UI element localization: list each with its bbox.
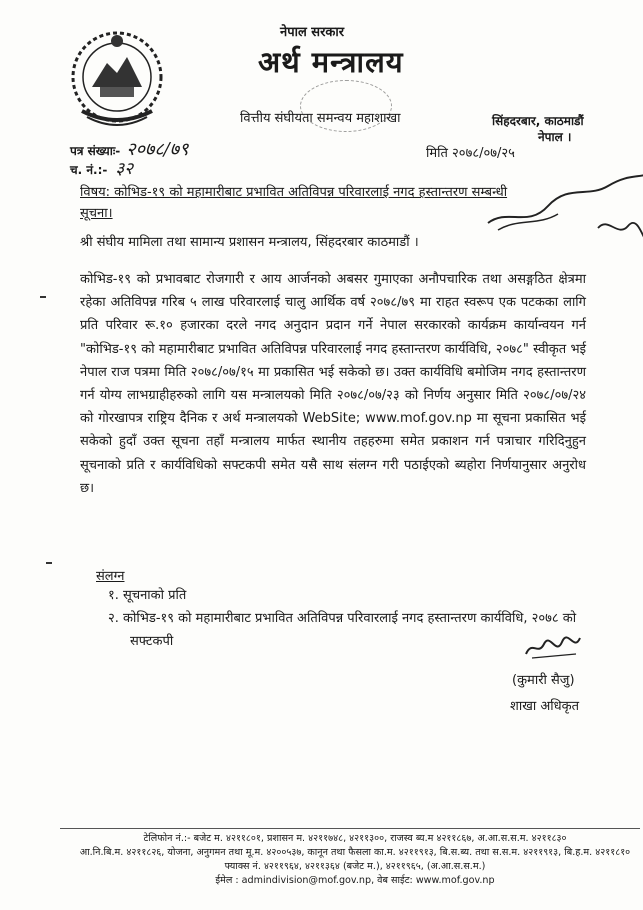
footer-email-line: ईमेल : admindivision@mof.gov.np, वेब साईट: www.mof.gov.np [215, 875, 495, 886]
letter-date: मिति २०७८/०७/२५ [426, 146, 515, 161]
location-line1: सिंहदरबार, काठमाडौं [492, 114, 584, 128]
footer-contact [60, 832, 643, 888]
letter-subject: विषय: कोभिड-१९ को महामारीबाट प्रभावित अतिविपन्न परिवारलाई नगद हस्तान्तरण सम्बन्धी सूचना। [80, 185, 508, 221]
body-text-part2: मा सूचना प्रकासित भई सकेको हुदाँ उक्त सूचना तहाँ मन्त्रालय मार्फत स्थानीय तहहरुमा समेत प्रकाशन गर्न पत्राचार गरिदिनुहुन सूचनाको प्रति र कार्यविधिको सफ्टकपी समेत यसै साथ संलग्न गरी पठाईएको ब्यहोरा निर्णयानुसार अनुरोध छ। [80, 411, 586, 496]
addressee: श्री संघीय मामिला तथा सामान्य प्रशासन मन्त्रालय, सिंहदरबार काठमाडौं । [80, 235, 419, 250]
location-line2: नेपाल । [538, 130, 572, 144]
dispatch-label: च. नं.:- [70, 163, 108, 177]
dispatch-value: ३२ [115, 159, 134, 179]
reference-value: २०७८/७९ [126, 139, 189, 160]
attachment-item: १. सूचनाको प्रति [108, 588, 187, 603]
footer-divider [60, 828, 640, 829]
signature-icon [522, 634, 582, 662]
letter-body [80, 268, 586, 500]
body-paragraph [80, 268, 586, 500]
footer-phone-line2: आ.नि.बि.म. ४२११८२६, योजना, अनुगमन तथा मू.म. ४२००५३७, कानून तथा फैसला का.म. ४२११९१३, बि.स.ब्य. तथा स.स.म. ४२११९१३, बि.ह.म. ४२११८१० [79, 847, 631, 858]
handwritten-margin-note-icon [478, 168, 643, 258]
signatory-title: शाखा अधिकृत [510, 699, 580, 714]
ministry-title: अर्थ मन्त्रालय [258, 45, 404, 79]
dispatch-number [70, 156, 133, 179]
footer-phone-line: टेलिफोन नं.:- बजेट म. ४२११८०१, प्रशासन म. ४२११७४८, ४२११३००, राजस्व ब्य.म ४२११८६७, अ.आ.स.स.म. ४२११८३० [143, 833, 567, 844]
reference-label: पत्र संख्याः- [70, 144, 121, 158]
division-name: वित्तीय संघीयता समन्वय महाशाखा [240, 111, 401, 126]
attachment-item: २. कोभिड-१९ को महामारीबाट प्रभावित अतिविपन्न परिवारलाई नगद हस्तान्तरण कार्यविधि, २०७८ को सफ्टकपी [108, 611, 577, 649]
government-name: नेपाल सरकार [280, 25, 345, 40]
nepal-government-emblem-icon [62, 25, 172, 135]
mof-website-link[interactable]: www.mof.gov.np [365, 411, 472, 427]
signatory-name: (कुमारी सैजु) [512, 673, 575, 688]
footer-fax-line: फ्याक्स नं. ४२११९६४, ४२११३६४ (बजेट म.), ४२११९६५, (अ.आ.स.स.म.) [224, 861, 486, 872]
margin-mark [40, 296, 46, 298]
margin-mark [46, 562, 52, 564]
attachments-title: संलग्न [96, 569, 125, 584]
attachments-list [108, 584, 588, 653]
body-text-part1: कोभिड-१९ को प्रभावबाट रोजगारी र आय आर्जनको अबसर गुमाएका अनौपचारिक तथा असङ्गठित क्षेत्रमा रहेका अतिविपन्न गरिब ५ लाख परिवारलाई चालु आर्थिक वर्ष २०७८/७९ मा राहत स्वरूप एक पटकका लागि प्रति परिवार रू.१० हजारका दरले नगद अनुदान प्रदान गर्ने नेपाल सरकारको कार्यक्रम कार्यान्वयन गर्न "कोभिड-१९ को महामारीबाट प्रभावित अतिविपन्न परिवारलाई नगद हस्तान्तरण कार्यविधि, २०७८" स्वीकृत भई नेपाल राज पत्रमा मिति २०७८/०७/१५ मा प्रकासित भई सकेको छ। उक्त कार्यविधि बमोजिम नगद हस्तान्तरण गर्न योग्य लाभग्राहीहरुको लागि यस मन्त्रालयको मिति २०७८/०७/२३ को निर्णय अनुसार मिति २०७८/०७/२४ को गोरखापत्र राष्ट्रिय दैनिक र अर्थ मन्त्रालयको WebSite; [80, 272, 586, 427]
